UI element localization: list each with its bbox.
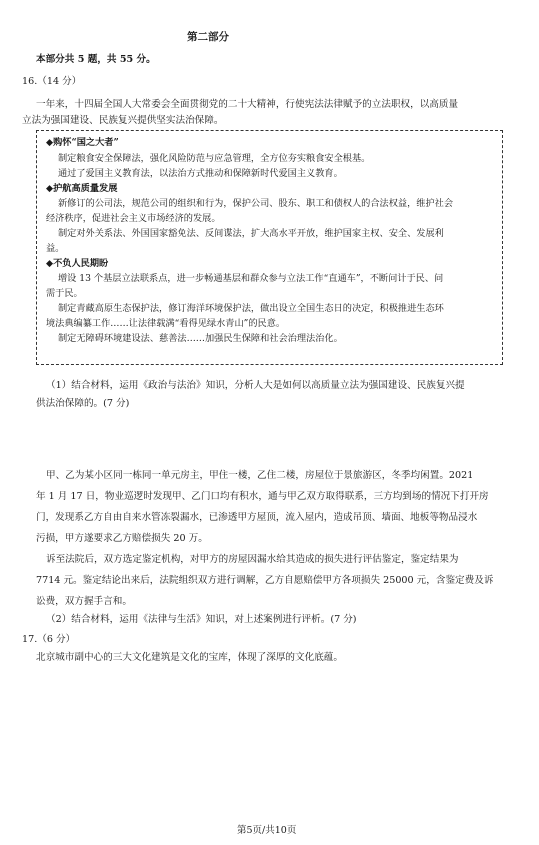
box-heading-3: ◆不负人民期盼 (46, 258, 109, 269)
box-line: 境法典编纂工作……让法律载满“看得见绿水青山”的民意。 (46, 318, 286, 329)
q16-sub1-line-2: 供法治保障的。(7 分) (36, 398, 130, 409)
box-line: 制定粮食安全保障法，强化风险防范与应急管理，全方位夯实粮食安全根基。 (58, 153, 371, 164)
case-line-2: 年 1 月 17 日，物业巡逻时发现甲、乙门口均有积水，通与甲乙双方取得联系，三方均到场的情况下打开房 (36, 491, 489, 502)
box-line: 制定对外关系法、外国国家豁免法、反间谍法，扩大高水平开放，维护国家主权、安全、发展利 (58, 228, 444, 239)
box-line: 益。 (46, 243, 65, 254)
q16-sub1-line-1: （1）结合材料，运用《政治与法治》知识，分析人大是如何以高质量立法为强国建设、民族复兴提 (46, 380, 465, 391)
box-line: 通过了爱国主义教育法，以法治方式推动和保障新时代爱国主义教育。 (58, 168, 343, 179)
q16-intro-line-1: 一年来，十四届全国人大常委会全面贯彻党的二十大精神，行使宪法法律赋予的立法职权，以高质量 (36, 99, 459, 110)
q16-sub2: （2）结合材料，运用《法律与生活》知识，对上述案例进行评析。(7 分) (46, 614, 357, 625)
case-line-1: 甲、乙为某小区同一栋同一单元房主，甲住一楼，乙住二楼，房屋位于景旅游区，冬季均闲置。2021 (46, 470, 474, 481)
page-footer: 第5页/共10页 (237, 825, 297, 836)
box-heading-1: ◆购怀“国之大者” (46, 137, 119, 148)
q16-number: 16.（14 分） (22, 76, 82, 87)
box-line: 需于民。 (46, 288, 83, 299)
q16-intro-line-2: 立法为强国建设、民族复兴提供坚实法治保障。 (22, 115, 224, 126)
case-line-3: 门，发现系乙方自由自来水管冻裂漏水，已渗透甲方屋顶，流入屋内，造成吊顶、墙面、地板等物品浸水 (36, 512, 478, 523)
box-heading-2: ◆护航高质量发展 (46, 183, 118, 194)
box-line: 制定无障碍环境建设法、慈善法……加强民生保障和社会治理法治化。 (58, 333, 343, 344)
box-line: 新修订的公司法，规范公司的组织和行为，保护公司、股东、职工和债权人的合法权益，维护社会 (58, 198, 454, 209)
case-line-6: 7714 元。鉴定结论出来后，法院组织双方进行调解，乙方自愿赔偿甲方各项损失 25000 元，含鉴定费及诉 (36, 575, 494, 586)
case-line-5: 诉至法院后，双方选定鉴定机构，对甲方的房屋因漏水给其造成的损失进行评估鉴定，鉴定结果为 (46, 554, 459, 565)
section-title: 第二部分 (187, 31, 229, 43)
case-line-7: 讼费，双方握手言和。 (36, 596, 132, 607)
case-line-4: 污损，甲方遂要求乙方赔偿损失 20 万。 (36, 533, 208, 544)
q17-number: 17.（6 分） (22, 634, 76, 645)
box-line: 增设 13 个基层立法联系点，进一步畅通基层和群众参与立法工作“直通车”，不断问计于民、问 (58, 273, 444, 284)
box-line: 制定青藏高原生态保护法，修订海洋环境保护法，做出设立全国生态日的决定，积极推进生态环 (58, 303, 444, 314)
box-line: 经济秩序，促进社会主义市场经济的发展。 (46, 213, 221, 224)
q17-text: 北京城市副中心的三大文化建筑是文化的宝库，体现了深厚的文化底蕴。 (36, 652, 343, 663)
section-intro: 本部分共 5 题，共 55 分。 (36, 54, 156, 65)
